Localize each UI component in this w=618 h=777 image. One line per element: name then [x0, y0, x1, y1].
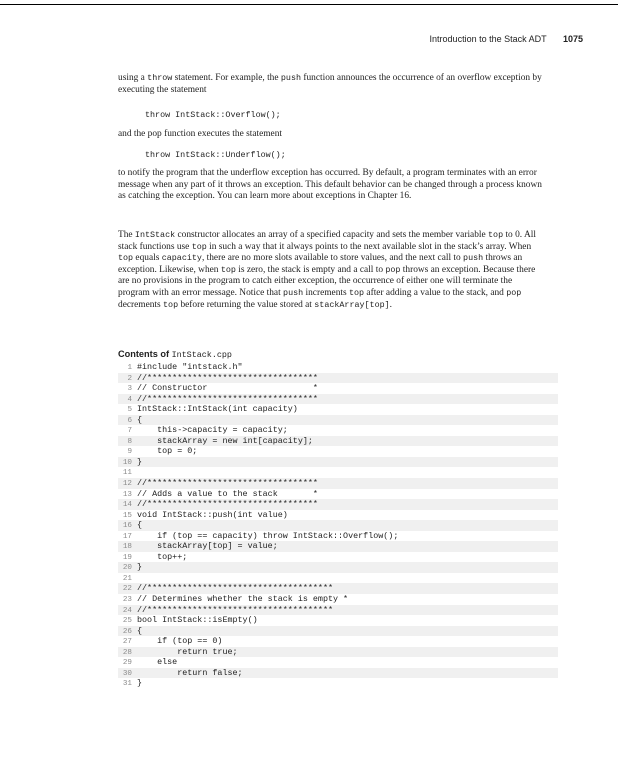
listing-title-prefix: Contents of	[118, 349, 170, 359]
code-line	[118, 383, 558, 394]
line-code: //*************************************	[137, 604, 334, 615]
text-run: equals	[133, 253, 162, 264]
line-number: 10	[122, 458, 132, 467]
line-number: 18	[122, 543, 132, 552]
code-run: top	[220, 264, 236, 275]
line-number: 29	[122, 659, 132, 668]
line-code: {	[137, 414, 143, 425]
line-number: 24	[122, 606, 132, 615]
line-number: 25	[122, 617, 132, 626]
code-line	[118, 657, 558, 668]
code-line	[118, 415, 558, 426]
code-run: push	[283, 287, 304, 298]
code-run: top	[348, 287, 365, 298]
code-line	[118, 636, 558, 647]
code-line	[118, 446, 558, 457]
code-line	[118, 531, 558, 542]
code-run: push	[280, 73, 301, 83]
line-code: //*************************************	[137, 583, 334, 594]
code-run: throw	[147, 73, 173, 83]
line-number: 30	[122, 669, 132, 678]
line-code: return true;	[137, 646, 238, 657]
running-header	[430, 34, 583, 44]
line-number: 27	[122, 638, 132, 647]
code-run: pop	[385, 264, 401, 275]
code-line	[118, 626, 558, 637]
line-code: stackArray[top] = value;	[137, 541, 278, 552]
line-number: 9	[127, 448, 132, 457]
code-line	[118, 583, 558, 594]
listing-file-name: IntStack.cpp	[171, 350, 232, 360]
line-number: 23	[122, 596, 132, 605]
line-number: 17	[122, 532, 132, 541]
code-line	[118, 605, 558, 616]
text-run: using a	[118, 73, 148, 83]
text-run: is zero, the stack is empty and a call to	[235, 264, 386, 275]
code-line	[118, 436, 558, 447]
code-line	[118, 467, 558, 478]
line-number: 16	[122, 522, 132, 531]
line-code: if (top == capacity) throw IntStack::Overflow();	[137, 530, 399, 541]
code-line	[118, 594, 558, 605]
code-line	[118, 425, 558, 436]
code-line	[118, 404, 558, 415]
line-number: 12	[122, 480, 132, 489]
text-run: function announces the occurrence of an overflow exception by executing the statement	[118, 73, 542, 95]
line-number: 8	[127, 437, 132, 446]
code-run: top	[191, 241, 207, 252]
line-number: 26	[122, 627, 132, 636]
code-line	[118, 478, 558, 489]
line-number: 15	[122, 511, 132, 520]
line-code: this->capacity = capacity;	[137, 425, 288, 436]
line-code: {	[137, 625, 143, 636]
line-number: 5	[127, 406, 132, 415]
line-number: 3	[127, 385, 132, 394]
line-code: // Adds a value to the stack *	[137, 488, 318, 499]
line-code: }	[137, 678, 143, 689]
line-number: 19	[122, 553, 132, 562]
code-line	[118, 541, 558, 552]
line-code: // Determines whether the stack is empty *	[137, 594, 349, 605]
line-code: }	[137, 562, 143, 573]
line-code: stackArray = new int[capacity];	[137, 435, 313, 446]
code-line	[118, 499, 558, 510]
line-code: return false;	[137, 667, 243, 678]
code-run: push	[463, 253, 484, 264]
code-line	[118, 394, 558, 405]
text-run: , there are no more slots available to store values, and the next call to	[201, 253, 464, 264]
code-line	[118, 615, 558, 626]
code-line	[118, 362, 558, 373]
text-run: after adding a value to the stack, and	[364, 287, 507, 298]
line-number: 21	[122, 574, 132, 583]
line-code: top = 0;	[137, 446, 198, 457]
line-code: void IntStack::push(int value)	[137, 509, 288, 520]
code-line	[118, 520, 558, 531]
line-code: IntStack::IntStack(int capacity)	[137, 404, 298, 415]
line-number: 13	[122, 490, 132, 499]
chapter-title: Introduction to the Stack ADT	[429, 34, 547, 44]
line-number: 7	[127, 427, 132, 436]
text-run: to 0. All stack functions use	[118, 230, 536, 252]
text-run: .	[389, 299, 392, 310]
line-code: //**********************************	[137, 478, 318, 489]
paragraph-2: and the pop function executes the statement	[118, 129, 283, 139]
line-number: 20	[122, 564, 132, 573]
code-line	[118, 668, 558, 679]
listing-title	[118, 349, 232, 360]
line-code: //**********************************	[137, 372, 318, 383]
code-line	[118, 562, 558, 573]
line-number: 31	[122, 680, 132, 689]
paragraph-4	[118, 230, 546, 311]
code-line	[118, 489, 558, 500]
line-number: 4	[127, 395, 132, 404]
code-run: stackArray[top]	[314, 299, 390, 310]
code-line	[118, 457, 558, 468]
code-line	[118, 678, 558, 689]
code-line	[118, 552, 558, 563]
text-run: statement. For example, the	[172, 73, 281, 83]
line-code: }	[137, 456, 143, 467]
code-line	[118, 510, 558, 521]
text-run: throws an exception. Because there are no provisions in the program to catch either exception, the occurrence of either one will terminate the program with an error message. Notice that	[118, 264, 536, 298]
code-run: top	[163, 299, 179, 310]
line-number: 22	[122, 585, 132, 594]
code-line	[118, 573, 558, 584]
line-code: else	[137, 657, 178, 668]
line-number: 14	[122, 501, 132, 510]
line-code: {	[137, 520, 143, 531]
line-code: #include "intstack.h"	[137, 362, 243, 372]
line-code: if (top == 0)	[137, 636, 223, 647]
page-number: 1075	[562, 34, 583, 44]
line-code: bool IntStack::isEmpty()	[137, 615, 258, 626]
text-run: increments	[303, 287, 349, 298]
code-run: top	[488, 230, 504, 240]
line-code: //**********************************	[137, 393, 318, 404]
line-code: // Constructor *	[137, 383, 318, 394]
text-run: constructor allocates an array of a specified capacity and sets the member variable	[175, 230, 489, 240]
code-run: top	[118, 253, 134, 264]
code-run: IntStack	[134, 230, 176, 240]
code-run: pop	[506, 287, 522, 298]
text-run: decrements	[118, 299, 164, 310]
text-run: throws an exception. Likewise, when	[118, 253, 523, 275]
line-number: 6	[127, 416, 132, 425]
line-number: 28	[122, 648, 132, 657]
line-code: top++;	[137, 551, 188, 562]
code-listing	[118, 362, 558, 689]
code-line	[118, 647, 558, 658]
line-number: 1	[127, 364, 132, 372]
text-run: The	[118, 230, 135, 240]
line-code: //**********************************	[137, 499, 318, 510]
code-statement-overflow: throw IntStack::Overflow();	[145, 110, 281, 120]
line-number: 11	[122, 469, 132, 478]
text-run: before returning the value stored at	[178, 299, 315, 310]
text-run: in such a way that it always points to the next available slot in the stack’s array. When	[206, 241, 532, 252]
code-line	[118, 373, 558, 384]
top-rule	[0, 4, 618, 5]
code-run: capacity	[161, 253, 202, 264]
code-statement-underflow: throw IntStack::Underflow();	[145, 150, 286, 160]
paragraph-3: to notify the program that the underflow exception has occurred. By default, a program terminates with an error message when any part of it throws an exception. This default behavior can be changed through a process known as catching the exception. You can learn more about exceptions in Chapter 16.	[118, 168, 542, 202]
line-number: 2	[127, 374, 132, 383]
paragraph-1	[118, 73, 546, 96]
